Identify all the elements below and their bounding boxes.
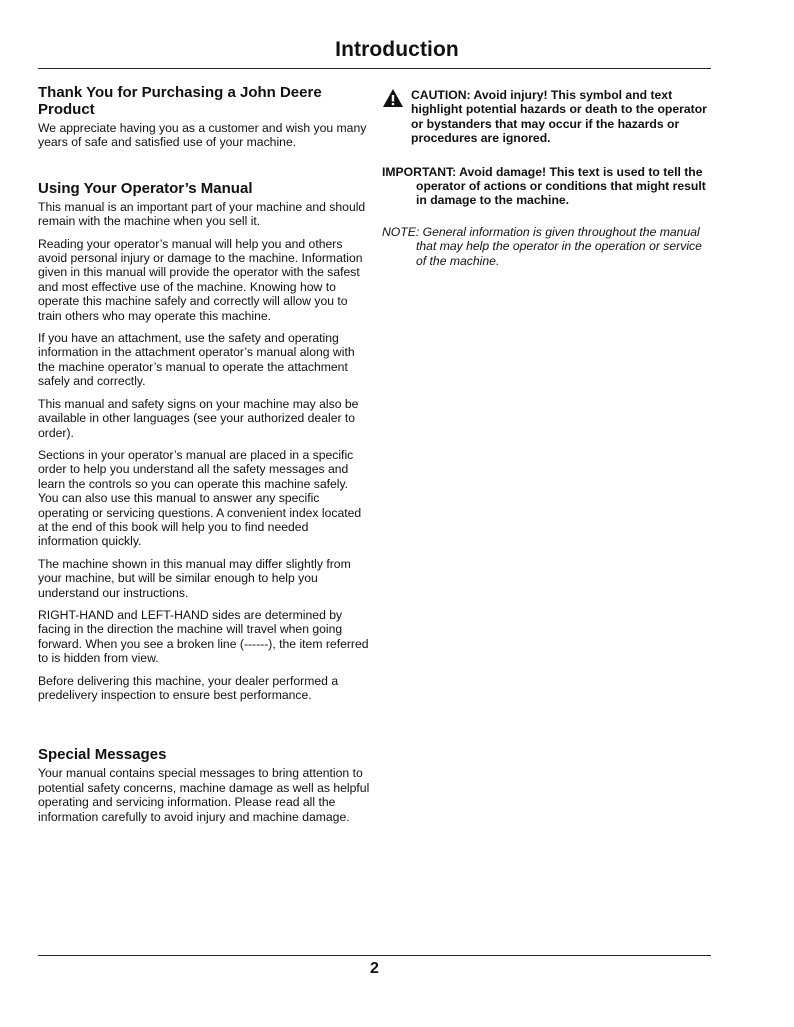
paragraph: RIGHT-HAND and LEFT-HAND sides are determined by facing in the direction the machine will travel when going forward. When you see a broken line (------), the item referred to is hidden from view. <box>38 607 369 666</box>
section-heading: Using Your Operator’s Manual <box>38 179 253 197</box>
important-message: IMPORTANT: Avoid damage! This text is used to tell the operator of actions or conditions that might result in damage to the machine. <box>382 164 706 208</box>
paragraph: We appreciate having you as a customer and wish you many years of safe and satisfied use of your machine. <box>38 121 367 150</box>
caution-message <box>382 88 712 146</box>
paragraph: This manual and safety signs on your machine may also be available in other languages (see your authorized dealer to order). <box>38 396 359 440</box>
warning-triangle-icon <box>382 88 404 108</box>
left-column <box>38 84 370 832</box>
section-thank-you <box>38 84 370 150</box>
caution-text: CAUTION: Avoid injury! This symbol and text highlight potential hazards or death to the operator or bystanders that may occur if the hazards or procedures are ignored. <box>411 88 707 146</box>
paragraph: Sections in your operator’s manual are placed in a specific order to help you understand all the safety messages and learn the controls so you can operate this machine safely. You can also use this manual to answer any specific operating or servicing questions. A convenient index located at the end of this book will help you to find needed information quickly. <box>38 447 362 549</box>
section-using-manual <box>38 180 370 703</box>
footer-divider <box>38 955 711 956</box>
paragraph: This manual is an important part of your machine and should remain with the machine when you sell it. <box>38 199 366 229</box>
paragraph: If you have an attachment, use the safety and operating information in the attachment operator’s manual along with the machine operator’s manual to operate the attachment safely and correctly. <box>38 331 355 389</box>
paragraph: The machine shown in this manual may differ slightly from your machine, but will be similar enough to help you understand our instructions. <box>38 556 351 600</box>
section-heading: Special Messages <box>38 746 167 764</box>
section-heading: Thank You for Purchasing a John Deere Product <box>38 84 322 118</box>
right-column <box>382 88 712 268</box>
note-message: NOTE: General information is given throughout the manual that may help the operator in the operation or service of the machine. <box>382 224 702 268</box>
page-number: 2 <box>370 960 379 977</box>
header-divider <box>38 68 711 69</box>
section-special-messages <box>38 746 370 824</box>
paragraph: Reading your operator’s manual will help you and others avoid personal injury or damage to the machine. Information given in this manual will provide the operator with the safest and most effective use of the machine. Knowing how to operate this machine safely and correctly will allow you to train others who may operate this machine. <box>38 236 363 323</box>
paragraph: Before delivering this machine, your dealer performed a predelivery inspection to ensure best performance. <box>38 673 339 702</box>
paragraph: Your manual contains special messages to bring attention to potential safety concerns, machine damage as well as helpful operating and servicing information. Please read all the information carefully to avoid injury and machine damage. <box>38 766 370 824</box>
page-title: Introduction <box>335 38 459 61</box>
